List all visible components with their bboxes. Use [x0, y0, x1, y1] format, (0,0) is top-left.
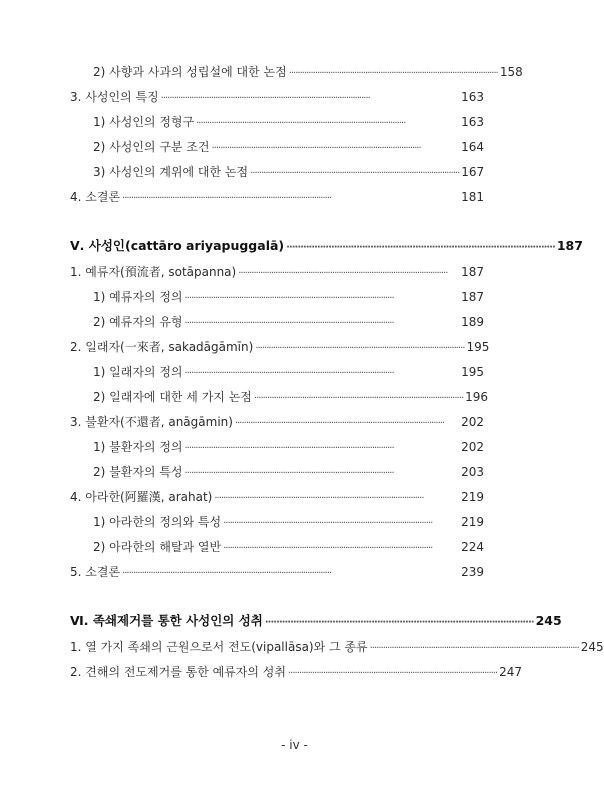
toc-row	[0, 412, 589, 432]
dot-leader: ································································································	[211, 143, 421, 154]
dot-leader: ································································································	[184, 318, 394, 329]
toc-entry-title: 2. 일래자(一來者, sakadāgāmīn)	[70, 340, 254, 354]
toc-page-number: 187	[461, 265, 484, 279]
toc-entry	[93, 287, 484, 307]
toc-entry	[93, 387, 488, 407]
page-footer-number: - iv -	[281, 738, 308, 752]
dot-leader: ································································································	[223, 543, 433, 554]
toc-page-number: 247	[499, 665, 523, 679]
toc-page-number: 189	[461, 315, 484, 329]
toc-page-number: 239	[461, 565, 484, 579]
dot-leader: ································································································	[286, 242, 555, 253]
toc-page-number: 202	[461, 440, 484, 454]
toc-entry-title: 2) 아라한의 해탈과 열반	[93, 540, 222, 554]
dot-leader: ································································································	[253, 393, 464, 404]
toc-entry	[70, 87, 484, 107]
toc-row	[0, 262, 589, 282]
toc-row	[0, 537, 589, 557]
toc-row	[0, 112, 589, 132]
toc-entry	[70, 337, 490, 357]
toc-entry-title: 2) 불환자의 특성	[93, 465, 183, 479]
toc-entry-title: 3. 사성인의 특징	[70, 90, 159, 104]
toc-entry	[70, 487, 484, 507]
toc-page-number: 203	[461, 465, 484, 479]
dot-leader: ································································································	[122, 193, 332, 204]
dot-leader: ································································································	[184, 443, 394, 454]
toc-page-number: 219	[461, 490, 484, 504]
dot-leader: ································································································	[264, 617, 534, 628]
dot-leader: ································································································	[288, 668, 498, 679]
toc-page-number: 195	[461, 365, 484, 379]
toc-row	[0, 437, 589, 457]
dot-leader: ································································································	[214, 493, 424, 504]
dot-leader: ································································································	[184, 368, 394, 379]
toc-entry-title: 3. 불환자(不還者, anāgāmin)	[70, 415, 233, 429]
dot-leader: ································································································	[160, 93, 370, 104]
toc-page-number: 164	[461, 140, 484, 154]
toc-entry	[93, 462, 484, 482]
toc-row	[0, 362, 589, 382]
toc-chapter-title: Ⅵ. 족쇄제거를 통한 사성인의 성취	[70, 613, 263, 628]
toc-page-number: 167	[461, 165, 485, 179]
toc-page-number: 224	[461, 540, 484, 554]
toc-entry	[93, 137, 484, 157]
toc-entry	[70, 662, 523, 682]
toc-entry-title: 3) 사성인의 계위에 대한 논점	[93, 165, 249, 179]
dot-leader: ································································································	[234, 418, 445, 429]
toc-page-number: 181	[461, 190, 484, 204]
toc-entry-title: 2) 사성인의 구분 조건	[93, 140, 210, 154]
toc-entry	[70, 562, 484, 582]
toc-page-number: 219	[461, 515, 484, 529]
dot-leader: ································································································	[184, 293, 394, 304]
dot-leader: ································································································	[184, 468, 394, 479]
toc-chapter-title: Ⅴ. 사성인(cattāro ariyapuggalā)	[70, 238, 285, 253]
toc-chapter-entry	[70, 611, 562, 631]
toc-entry	[93, 437, 484, 457]
toc-row	[0, 62, 589, 82]
toc-entry-title: 1) 일래자의 정의	[93, 365, 183, 379]
toc-entry	[70, 187, 484, 207]
toc-entry	[93, 537, 484, 557]
toc-row	[0, 487, 589, 507]
toc-chapter-row	[0, 611, 589, 631]
toc-entry	[93, 62, 523, 82]
toc-page-number: 195	[466, 340, 490, 354]
toc-entry-title: 4. 소결론	[70, 190, 121, 204]
toc-page-number: 163	[461, 115, 484, 129]
toc-row	[0, 287, 589, 307]
dot-leader: ································································································	[250, 168, 460, 179]
toc-entry-title: 2) 일래자에 대한 세 가지 논점	[93, 390, 252, 404]
toc-entry	[93, 112, 484, 132]
toc-row	[0, 462, 589, 482]
dot-leader: ································································································	[196, 118, 406, 129]
toc-page-number: 245	[580, 640, 604, 654]
toc-row	[0, 387, 589, 407]
toc-entry-title: 1) 불환자의 정의	[93, 440, 183, 454]
toc-page-number: 245	[535, 613, 562, 628]
toc-row	[0, 562, 589, 582]
dot-leader: ································································································	[288, 68, 498, 79]
toc-chapter-row	[0, 236, 589, 256]
toc-entry-title: 5. 소결론	[70, 565, 121, 579]
toc-entry-title: 4. 아라한(阿羅漢, arahat)	[70, 490, 213, 504]
toc-row	[0, 337, 589, 357]
toc-entry	[70, 262, 484, 282]
toc-entry-title: 2. 견해의 전도제거를 통한 예류자의 성취	[70, 665, 286, 679]
toc-entry	[93, 312, 484, 332]
toc-entry	[70, 412, 484, 432]
dot-leader: ································································································	[223, 518, 433, 529]
toc-row	[0, 512, 589, 532]
toc-page-number: 158	[499, 65, 523, 79]
toc-row	[0, 137, 589, 157]
toc-page-number: 196	[465, 390, 488, 404]
toc-entry-title: 1. 예류자(預流者, sotāpanna)	[70, 265, 237, 279]
dot-leader: ································································································	[369, 643, 579, 654]
dot-leader: ································································································	[122, 568, 332, 579]
toc-entry	[70, 637, 604, 657]
toc-row	[0, 187, 589, 207]
toc-entry-title: 1) 예류자의 정의	[93, 290, 183, 304]
toc-page-number: 187	[556, 238, 583, 253]
toc-entry-title: 1) 아라한의 정의와 특성	[93, 515, 222, 529]
toc-chapter-entry	[70, 236, 583, 256]
dot-leader: ································································································	[255, 343, 465, 354]
toc-entry	[93, 162, 484, 182]
dot-leader: ································································································	[238, 268, 448, 279]
toc-entry-title: 2) 예류자의 유형	[93, 315, 183, 329]
toc-entry	[93, 362, 484, 382]
toc-page-number: 163	[461, 90, 484, 104]
toc-entry-title: 2) 사향과 사과의 성립설에 대한 논점	[93, 65, 287, 79]
toc-entry-title: 1. 열 가지 족쇄의 근원으로서 전도(vipallāsa)와 그 종류	[70, 640, 368, 654]
toc-entry-title: 1) 사성인의 정형구	[93, 115, 195, 129]
toc-page-number: 187	[461, 290, 484, 304]
toc-row	[0, 87, 589, 107]
toc-page-number: 202	[461, 415, 484, 429]
toc-row	[0, 662, 589, 682]
toc-row	[0, 162, 589, 182]
toc-row	[0, 637, 604, 657]
toc-entry	[93, 512, 484, 532]
toc-row	[0, 312, 589, 332]
